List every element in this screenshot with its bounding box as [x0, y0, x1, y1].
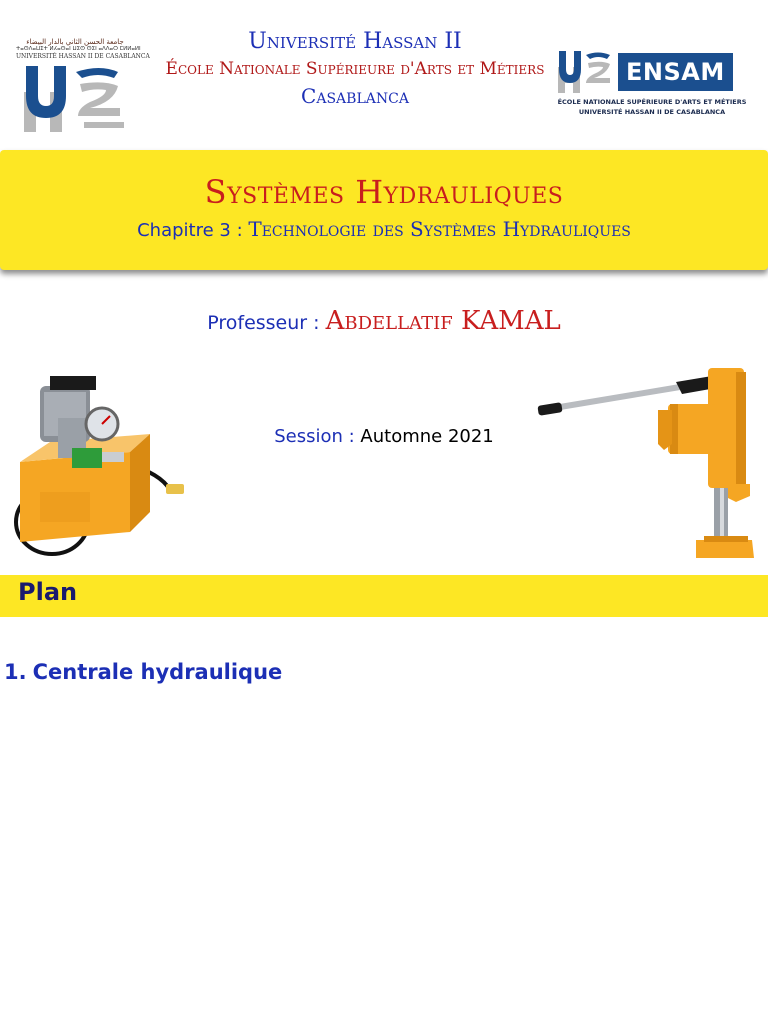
chapter-title: Technologie des Systèmes Hydrauliques: [248, 217, 631, 241]
hydraulic-power-unit-image: [10, 372, 190, 562]
session-label: Session :: [274, 426, 361, 447]
ensam-logo: [556, 48, 748, 120]
city-name: Casablanca: [301, 84, 409, 108]
university-logo: [16, 38, 150, 132]
chapter-label: Chapitre 3: [137, 220, 231, 241]
plan-item-1[interactable]: [4, 660, 282, 684]
ensam-brand: ENSAM: [618, 53, 733, 91]
course-title: Systèmes Hydrauliques: [204, 173, 564, 211]
uh2-small-monogram-icon: [556, 49, 612, 95]
professor-line: [0, 306, 768, 336]
chapter-line: [0, 216, 768, 244]
logo-arabic-text: جامعة الحسن الثاني بالدار البيضاء: [26, 38, 124, 46]
plan-banner: [0, 575, 768, 617]
university-name: Université Hassan II: [248, 29, 462, 54]
logo-tifinagh-text: ⵜⴰⵙⴷⴰⵡⵉⵜ ⵍⵃⴰⵙⴰⵏ ⵡⵉⵙ ⵙⵉⵏ ⴰⴷⴷⴰⵔ ⵎⵍⵍⴰⵍⵏ: [16, 46, 141, 52]
title-banner: [0, 150, 768, 270]
logo-latin-text: UNIVERSITÉ HASSAN II DE CASABLANCA: [16, 53, 150, 60]
ensam-line1: ÉCOLE NATIONALE SUPÉRIEURE D'ARTS ET MÉTIERS: [557, 98, 747, 106]
school-name: École Nationale Supérieure d'Arts et Métiers: [165, 59, 545, 79]
institution-header: [150, 28, 560, 110]
plan-item-number: 1.: [4, 660, 27, 684]
professor-label: Professeur :: [207, 312, 326, 334]
uh2-monogram-icon: [20, 62, 130, 134]
chapter-separator: :: [230, 220, 249, 241]
hydraulic-toe-jack-image: [536, 364, 758, 564]
plan-item-label: Centrale hydraulique: [32, 660, 283, 684]
session-value: Automne 2021: [360, 426, 494, 447]
professor-name: Abdellatif KAMAL: [325, 306, 561, 336]
ensam-line2: UNIVERSITÉ HASSAN II DE CASABLANCA: [578, 108, 726, 116]
plan-title: Plan: [18, 578, 78, 606]
